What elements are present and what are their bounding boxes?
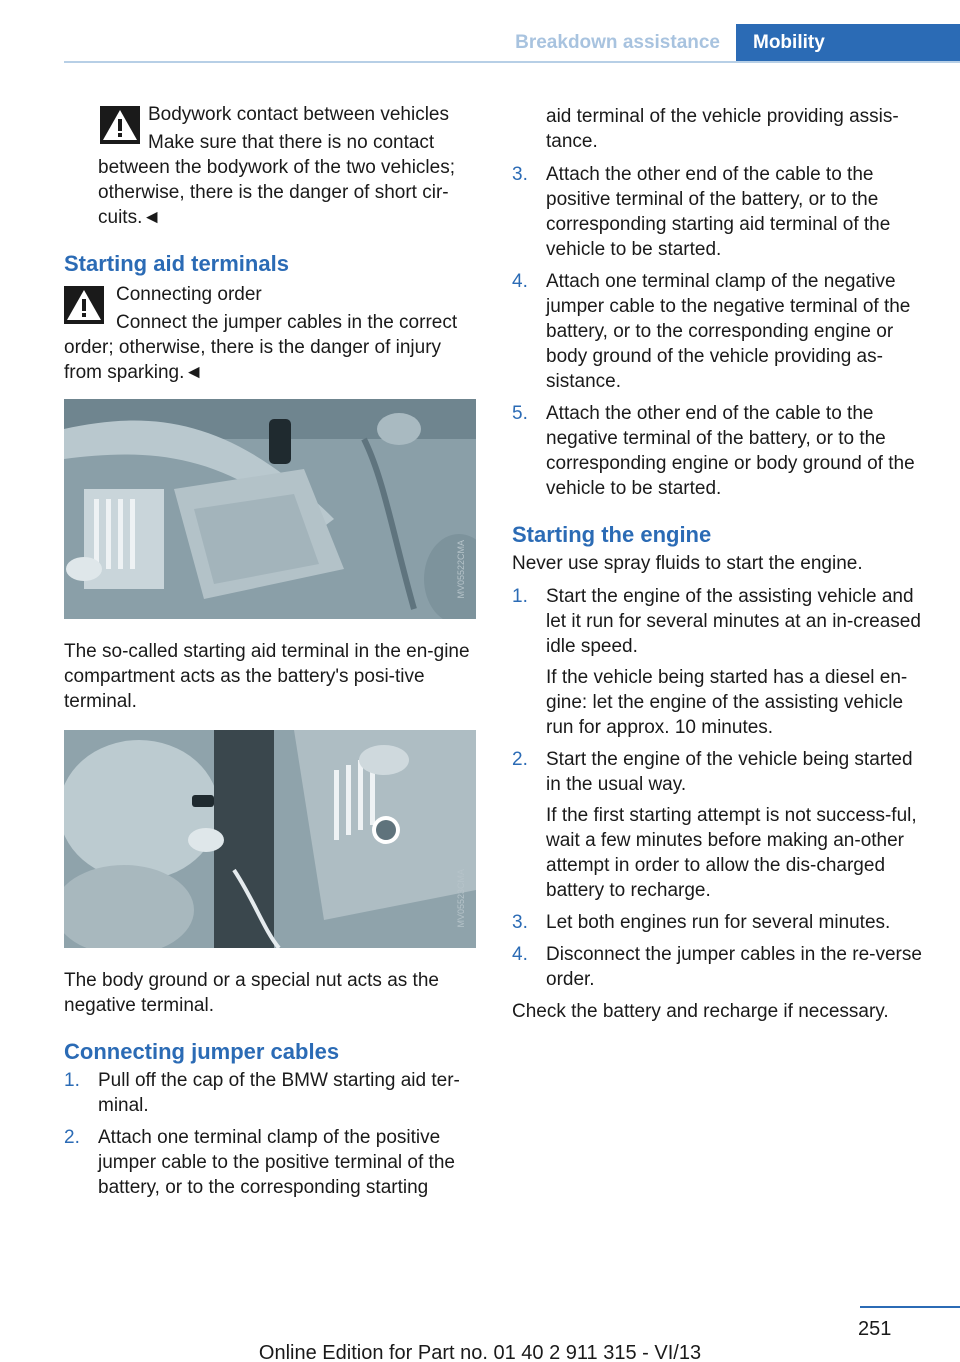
engine-compartment-photo — [64, 399, 476, 619]
list-item — [512, 942, 924, 992]
left-column — [64, 100, 476, 1207]
heading-connecting-jumper-cables: Connecting jumper cables — [64, 1039, 340, 1064]
warning-title: Bodywork contact between vehicles — [148, 104, 449, 125]
step-text: Attach the other end of the cable to the negative terminal of the battery, or to the corresponding engine or body ground of the vehicle to be started. — [546, 403, 915, 499]
edition-footer: Online Edition for Part no. 01 40 2 911 315 - VI/13 — [258, 1342, 702, 1362]
engine-start-steps — [512, 584, 924, 992]
step-number: 5. — [512, 403, 528, 424]
step-text: Attach one terminal clamp of the positive jumper cable to the positive terminal of the battery, or to the corresponding starting — [98, 1127, 455, 1198]
list-item — [512, 584, 924, 740]
step-number: 1. — [64, 1070, 80, 1091]
step-number: 4. — [512, 944, 528, 965]
step-number: 2. — [512, 749, 528, 770]
warning-title: Connecting order — [116, 284, 262, 305]
list-item — [512, 162, 924, 262]
step-number: 2. — [64, 1127, 80, 1148]
body-ground-illustration — [64, 730, 476, 948]
step-text: Pull off the cap of the BMW starting aid ter‐minal. — [98, 1070, 460, 1116]
list-item — [512, 269, 924, 394]
heading-starting-aid-terminals: Starting aid terminals — [64, 251, 289, 276]
jumper-cable-steps-continued — [512, 162, 924, 501]
footer-rule — [860, 1306, 960, 1308]
list-item — [64, 1068, 476, 1118]
step-continuation: aid terminal of the vehicle providing assis‐tance. — [546, 106, 899, 152]
step-number: 4. — [512, 271, 528, 292]
caption-starting-aid-terminal: The so-called starting aid terminal in the en‐gine compartment acts as the battery's posi‐tive terminal. — [64, 641, 470, 712]
step-note: If the vehicle being started has a diesel en‐gine: let the engine of the assisting vehicle run for approx. 10 minutes. — [546, 667, 908, 738]
warning-connecting-order — [64, 280, 476, 385]
warning-body: Make sure that there is no contact between the bodywork of the two vehicles; otherwise, there is the danger of short cir‐cuits.◄ — [98, 132, 455, 228]
list-item — [512, 747, 924, 903]
figure-code: MV05523CMA — [456, 869, 466, 928]
heading-starting-the-engine: Starting the engine — [512, 522, 712, 547]
header-rule — [64, 61, 960, 63]
step-text: Attach one terminal clamp of the negative jumper cable to the negative terminal of the battery, or to the corresponding engine or body ground of the vehicle providing as‐sistance. — [546, 271, 911, 392]
step-text: Start the engine of the assisting vehicle and let it run for several minutes at an in‐creased idle speed. — [546, 586, 921, 657]
header-section-title: Breakdown assistance — [515, 32, 720, 53]
page-number: 251 — [858, 1318, 892, 1340]
step-text: Disconnect the jumper cables in the re‐verse order. — [546, 944, 922, 990]
step-note: If the first starting attempt is not success‐ful, wait a few minutes before making an‐other attempt in order to allow the dis‐charged battery to recharge. — [546, 805, 917, 901]
figure-code: MV05522CMA — [456, 540, 466, 599]
step-number: 3. — [512, 164, 528, 185]
intro-text: Never use spray fluids to start the engine. — [512, 553, 863, 574]
warning-triangle-icon — [100, 106, 140, 144]
list-item — [512, 910, 924, 935]
header-chapter-tab: Mobility — [736, 24, 960, 62]
engine-compartment-illustration — [64, 399, 476, 619]
caption-negative-terminal: The body ground or a special nut acts as the negative terminal. — [64, 970, 439, 1016]
jumper-cable-steps — [64, 1068, 476, 1200]
step-text: Attach the other end of the cable to the positive terminal of the battery, or to the corresponding starting aid terminal of the vehicle to be started. — [546, 164, 891, 260]
step-text: Let both engines run for several minutes. — [546, 912, 891, 933]
right-column — [512, 104, 924, 1032]
warning-triangle-icon — [64, 286, 104, 324]
list-item — [64, 1125, 476, 1200]
step-text: Start the engine of the vehicle being started in the usual way. — [546, 749, 913, 795]
body-ground-photo — [64, 730, 476, 948]
step-number: 1. — [512, 586, 528, 607]
warning-bodywork-contact — [64, 100, 476, 230]
closing-text: Check the battery and recharge if necessary. — [512, 1001, 889, 1022]
warning-body: Connect the jumper cables in the correct order; otherwise, there is the danger of injury from sparking.◄ — [64, 312, 458, 383]
list-item — [512, 401, 924, 501]
step-number: 3. — [512, 912, 528, 933]
